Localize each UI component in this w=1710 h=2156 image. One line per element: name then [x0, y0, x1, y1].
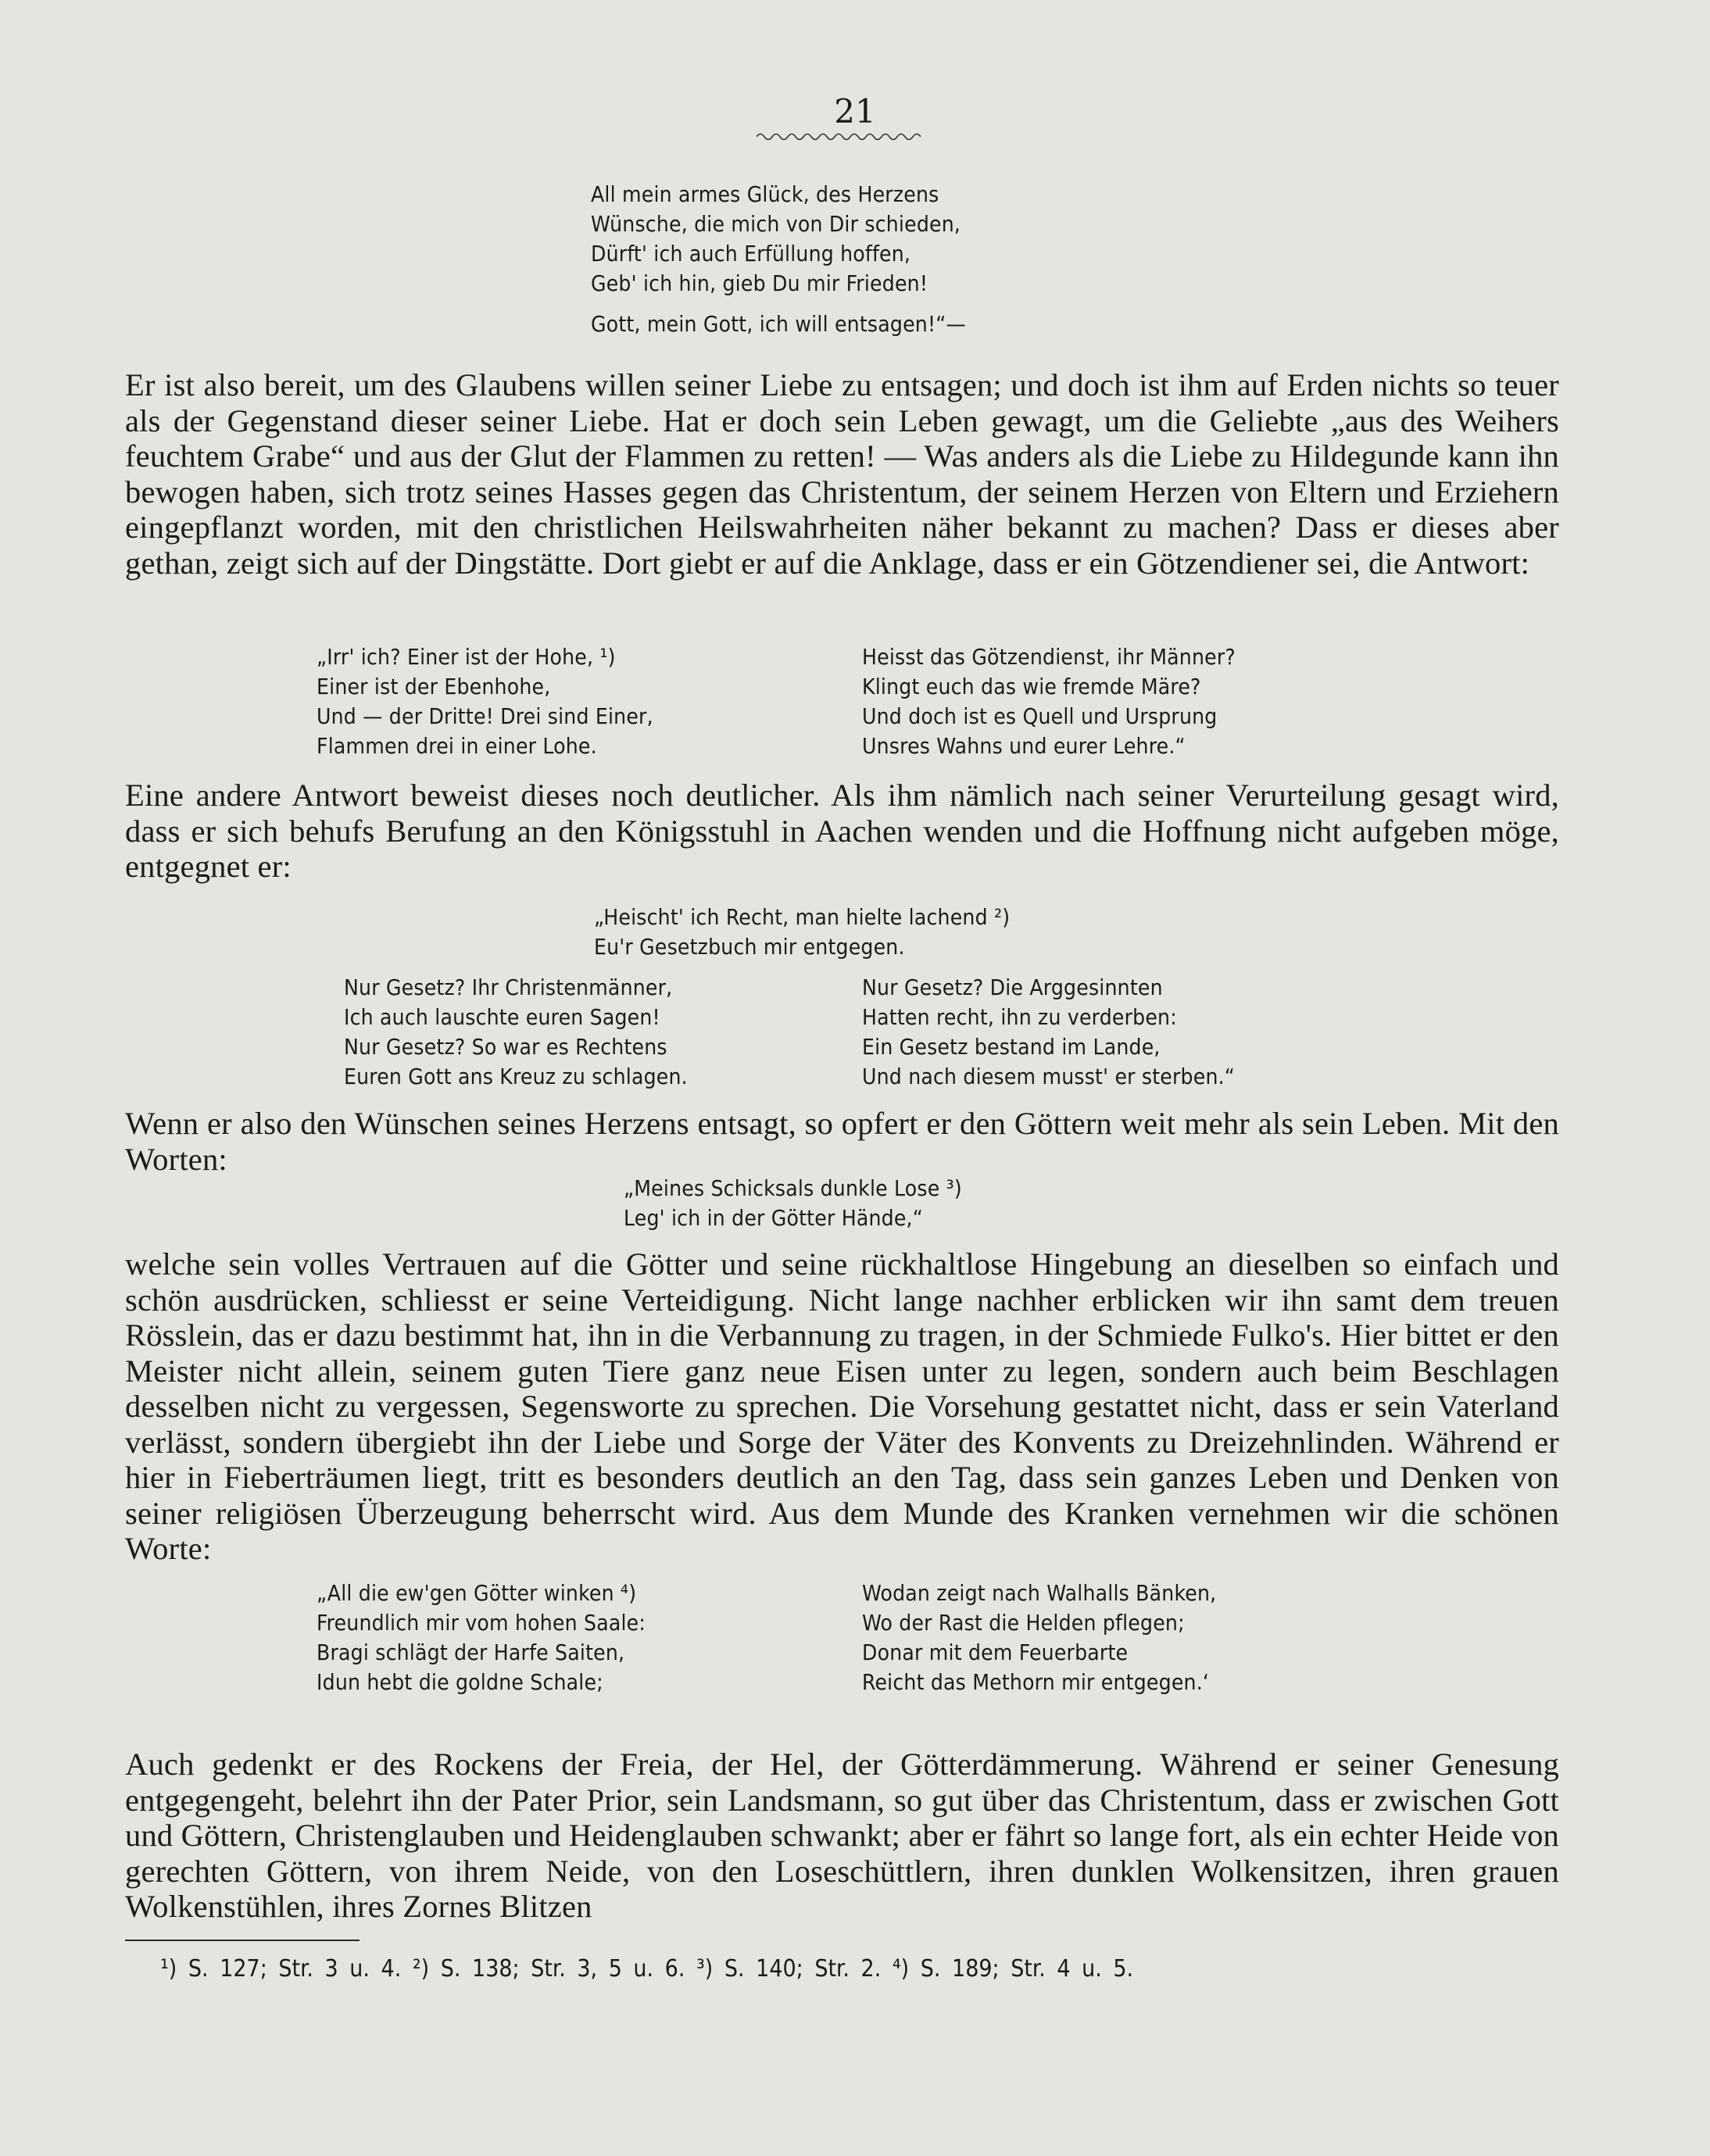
verse-block-6-left [317, 1579, 646, 1697]
footnotes: ¹) S. 127; Str. 3 u. 4. ²) S. 138; Str. 3, 5 u. 6. ³) S. 140; Str. 2. ⁴) S. 189; Str. 4 u. 5. [160, 1955, 1134, 1983]
verse-line: Nur Gesetz? Ihr Christenmänner, [344, 974, 673, 1000]
verse-block-2-right [862, 642, 1236, 761]
verse-block-4-left [344, 973, 688, 1092]
verse-line: Wodan zeigt nach Walhalls Bänken, [862, 1580, 1217, 1606]
verse-block-5 [624, 1174, 962, 1233]
verse-line: Idun hebt die goldne Schale; [317, 1669, 603, 1695]
verse-line: Wünsche, die mich von Dir schieden, [591, 211, 961, 237]
verse-line: „Meines Schicksals dunkle Lose ³) [624, 1175, 962, 1201]
verse-line: Dürft' ich auch Erfüllung hoffen, [591, 241, 911, 266]
verse-line: Gott, mein Gott, ich will entsagen!“— [591, 311, 966, 337]
paragraph-1 [125, 367, 1559, 581]
paragraph-text: Er ist also bereit, um des Glaubens willen seiner Liebe zu entsagen; und doch ist ihm auf Erden nichts so teuer als der Gegenstand dieser seiner Liebe. Hat er doch sein Leben gewagt, um die Geliebte „aus des Weihers feuchtem Grabe“ und aus der Glut der Flammen zu retten! — Was anders als die Liebe zu Hildegunde kann ihn bewogen haben, sich trotz seines Hasses gegen das Christentum, der seinem Herzen von Eltern und Erziehern eingepflanzt worden, mit den christlichen Heilswahrheiten näher bekannt zu machen? Dass er dieses aber gethan, zeigt sich auf der Dingstätte. Dort giebt er auf die Anklage, dass er ein Götzendiener sei, die Antwort: [125, 367, 1559, 581]
paragraph-text: welche sein volles Vertrauen auf die Götter und seine rückhaltlose Hingebung an dieselben so einfach und schön ausdrücken, schliesst er seine Verteidigung. Nicht lange nachher erblicken wir ihn samt dem treuen Rösslein, das er dazu bestimmt hat, ihn in die Verbannung zu tragen, in der Schmiede Fulko's. Hier bittet er den Meister nicht allein, seinem guten Tiere ganz neue Eisen unter zu legen, sondern auch beim Beschlagen desselben nicht zu vergessen, Segensworte zu sprechen. Die Vorsehung gestattet nicht, dass er sein Vaterland verlässt, sondern übergiebt ihn der Liebe und Sorge der Väter des Konvents zu Dreizehnlinden. Während er hier in Fieberträumen liegt, tritt es besonders deutlich an den Tag, dass sein ganzes Leben und Denken von seiner religiösen Überzeugung beherrscht wird. Aus dem Munde des Kranken vernehmen wir die schönen Worte: [125, 1246, 1559, 1566]
paragraph-2 [125, 778, 1559, 885]
verse-block-1 [591, 180, 966, 339]
paragraph-text: Wenn er also den Wünschen seines Herzens entsagt, so opfert er den Göttern weit mehr als sein Leben. Mit den Worten: [125, 1106, 1559, 1177]
paragraph-text: Auch gedenkt er des Rockens der Freia, der Hel, der Götterdämmerung. Während er seiner Genesung entgegengeht, belehrt ihn der Pater Prior, sein Landsmann, so gut über das Christentum, dass er zwischen Gott und Göttern, Christenglauben und Heidenglauben schwankt; aber er fährt so lange fort, als ein echter Heide von gerechten Göttern, von ihrem Neide, von den Loseschüttlern, ihren dunklen Wolkensitzen, ihren grauen Wolkenstühlen, ihres Zornes Blitzen [125, 1747, 1559, 1924]
verse-line: Ein Gesetz bestand im Lande, [862, 1034, 1161, 1060]
verse-line: Unsres Wahns und eurer Lehre.“ [862, 733, 1186, 759]
verse-line: „Irr' ich? Einer ist der Hohe, ¹) [317, 644, 616, 670]
page-number: 21 [834, 92, 876, 131]
ornament-wave [757, 131, 921, 142]
verse-block-2-left [317, 642, 653, 761]
verse-line: Und nach diesem musst' er sterben.“ [862, 1064, 1236, 1089]
verse-line: Geb' ich hin, gieb Du mir Frieden! [591, 270, 928, 296]
verse-line: Und — der Dritte! Drei sind Einer, [317, 703, 653, 729]
verse-line: Reicht das Methorn mir entgegen.‘ [862, 1669, 1210, 1695]
verse-line: Und doch ist es Quell und Ursprung [862, 703, 1218, 729]
verse-line: Freundlich mir vom hohen Saale: [317, 1610, 646, 1636]
verse-line: Ich auch lauschte euren Sagen! [344, 1004, 660, 1030]
verse-line: Donar mit dem Feuerbarte [862, 1639, 1129, 1665]
verse-line: „All die ew'gen Götter winken ⁴) [317, 1580, 637, 1606]
verse-line: Einer ist der Ebenhohe, [317, 674, 551, 699]
verse-line: Euren Gott ans Kreuz zu schlagen. [344, 1064, 688, 1089]
verse-line: All mein armes Glück, des Herzens [591, 181, 939, 207]
verse-line: Bragi schlägt der Harfe Saiten, [317, 1639, 625, 1665]
verse-line: Flammen drei in einer Lohe. [317, 733, 597, 759]
verse-block-4-right [862, 973, 1235, 1092]
verse-line: Eu'r Gesetzbuch mir entgegen. [594, 934, 905, 960]
verse-line: Wo der Rast die Helden pflegen; [862, 1610, 1185, 1636]
verse-block-3 [594, 903, 1010, 962]
verse-line: Leg' ich in der Götter Hände,“ [624, 1205, 924, 1231]
paragraph-text: Eine andere Antwort beweist dieses noch deutlicher. Als ihm nämlich nach seiner Verurteilung gesagt wird, dass er sich behufs Berufung an den Königsstuhl in Aachen wenden und die Hoffnung nicht aufgeben möge, entgegnet er: [125, 778, 1559, 884]
verse-line: Nur Gesetz? Die Arggesinnten [862, 974, 1163, 1000]
verse-line: Nur Gesetz? So war es Rechtens [344, 1034, 667, 1060]
verse-line: Hatten recht, ihn zu verderben: [862, 1004, 1177, 1030]
paragraph-5 [125, 1747, 1559, 1925]
paragraph-3 [125, 1106, 1559, 1177]
paragraph-4 [125, 1246, 1559, 1567]
verse-line: „Heischt' ich Recht, man hielte lachend ²) [594, 904, 1011, 930]
footnote-rule [125, 1940, 360, 1941]
verse-line: Klingt euch das wie fremde Märe? [862, 674, 1201, 699]
verse-line: Heisst das Götzendienst, ihr Männer? [862, 644, 1236, 670]
verse-block-6-right [862, 1579, 1216, 1697]
